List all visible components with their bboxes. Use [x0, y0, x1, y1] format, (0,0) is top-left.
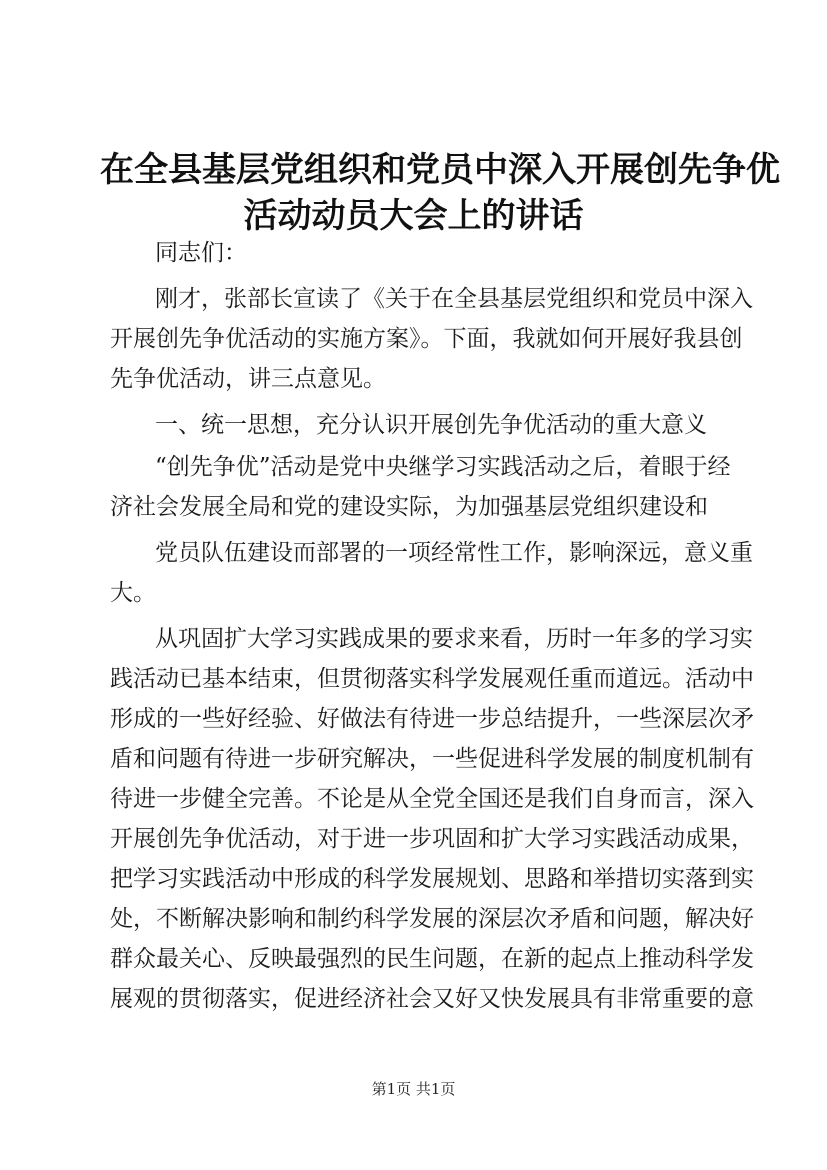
body-line: 践活动已基本结束，但贯彻落实科学发展观任重而道远。活动中	[110, 666, 754, 692]
document-title-line-1: 在全县基层党组织和党员中深入开展创先争优	[100, 150, 780, 190]
body-line: 开展创先争优活动，对于进一步巩固和扩大学习实践活动成果，	[110, 826, 754, 852]
section-heading: 一、统一思想，充分认识开展创先争优活动的重大意义	[155, 412, 707, 438]
body-line: 先争优活动，讲三点意见。	[110, 366, 386, 392]
body-line: 刚才，张部长宣读了《关于在全县基层党组织和党员中深入	[155, 286, 753, 312]
body-line: 展观的贯彻落实，促进经济社会又好又快发展具有非常重要的意	[110, 986, 754, 1012]
body-line: 开展创先争优活动的实施方案》。下面，我就如何开展好我县创	[110, 326, 743, 352]
body-line: 处，不断解决影响和制约科学发展的深层次矛盾和问题，解决好	[110, 906, 754, 932]
body-line: 群众最关心、反映最强烈的民生问题，在新的起点上推动科学发	[110, 946, 754, 972]
page-number-footer: 第1页 共1页	[371, 1080, 456, 1098]
body-line: 盾和问题有待进一步研究解决，一些促进科学发展的制度机制有	[110, 746, 754, 772]
body-line: 待进一步健全完善。不论是从全党全国还是我们自身而言，深入	[110, 786, 754, 812]
salutation: 同志们：	[155, 240, 247, 266]
body-line: 党员队伍建设而部署的一项经常性工作，影响深远，意义重	[155, 540, 753, 566]
body-line: 把学习实践活动中形成的科学发展规划、思路和举措切实落到实	[110, 866, 754, 892]
body-line: 从巩固扩大学习实践成果的要求来看，历时一年多的学习实	[155, 626, 753, 652]
body-line: “创先争优”活动是党中央继学习实践活动之后，着眼于经	[155, 454, 731, 480]
body-line: 济社会发展全局和党的建设实际，为加强基层党组织建设和	[110, 494, 708, 520]
document-title-line-2: 活动动员大会上的讲话	[243, 196, 584, 236]
body-line: 大。	[110, 580, 156, 606]
body-line: 形成的一些好经验、好做法有待进一步总结提升，一些深层次矛	[110, 706, 754, 732]
